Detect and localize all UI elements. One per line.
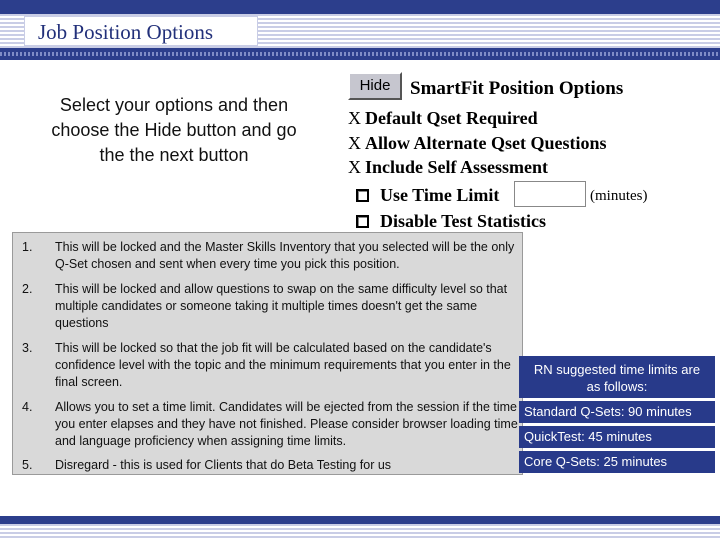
option-checked-mark: X xyxy=(348,157,361,177)
note-text: This will be locked and the Master Skills Inventory that you selected will be the only Q-Set chosen and sent when every time you pick this position. xyxy=(55,240,515,271)
suggestion-heading-line-1: RN suggested time limits are xyxy=(533,362,701,377)
option-checked-mark: X xyxy=(348,108,361,128)
instructions-line-1: Select your options and then xyxy=(59,95,289,115)
instructions-line-2: choose the Hide button and go xyxy=(51,120,297,140)
use-time-limit-checkbox[interactable] xyxy=(356,189,369,202)
panel-title: SmartFit Position Options xyxy=(410,78,624,99)
suggestion-heading xyxy=(519,356,715,398)
option-allow-alternate-qset xyxy=(348,133,606,154)
note-number: 4. xyxy=(22,400,33,414)
time-limit-unit: (minutes) xyxy=(590,188,648,204)
notes-box xyxy=(12,232,523,475)
option-default-qset xyxy=(348,108,538,129)
note-number: 5. xyxy=(22,458,33,472)
suggestion-core-qsets: Core Q-Sets: 25 minutes xyxy=(519,451,715,473)
note-text: This will be locked so that the job fit will be calculated based on the candidate's confidence level with the topic and the minimum requirements that you enter in the final screen. xyxy=(55,341,511,389)
suggestion-heading-line-2: as follows: xyxy=(586,379,648,394)
time-limit-input[interactable] xyxy=(514,181,586,207)
instructions-line-3: the the next button xyxy=(99,145,249,165)
note-text: Allows you to set a time limit. Candidates will be ejected from the session if the time you enter elapses and they have not finished. Please consider browser loading time and language proficiency when assigning time limits. xyxy=(55,400,518,448)
disable-test-statistics-label: Disable Test Statistics xyxy=(380,211,547,231)
hide-button[interactable]: Hide xyxy=(348,72,402,100)
note-number: 3. xyxy=(22,341,33,355)
suggestion-standard-qsets: Standard Q-Sets: 90 minutes xyxy=(519,401,715,423)
option-label: Include Self Assessment xyxy=(365,157,549,177)
footer-band xyxy=(0,524,720,540)
instructions-text xyxy=(28,93,320,168)
footer-rule xyxy=(0,516,720,524)
note-text: This will be locked and allow questions to swap on the same difficulty level so that multiple candidates or someone taking it multiple times doesn't get the same questions xyxy=(55,282,508,330)
use-time-limit-label: Use Time Limit xyxy=(380,185,500,205)
option-include-self-assessment xyxy=(348,157,548,178)
header-top-stripe xyxy=(0,0,720,14)
option-label: Allow Alternate Qset Questions xyxy=(365,133,607,153)
option-label: Default Qset Required xyxy=(365,108,538,128)
note-number: 2. xyxy=(22,282,33,296)
disable-test-statistics-checkbox[interactable] xyxy=(356,215,369,228)
note-number: 1. xyxy=(22,240,33,254)
option-checked-mark: X xyxy=(348,133,361,153)
header-rule-pattern xyxy=(0,52,720,56)
note-text: Disregard - this is used for Clients that do Beta Testing for us xyxy=(55,458,392,472)
page-title: Job Position Options xyxy=(38,20,214,44)
suggestion-quicktest: QuickTest: 45 minutes xyxy=(519,426,715,448)
